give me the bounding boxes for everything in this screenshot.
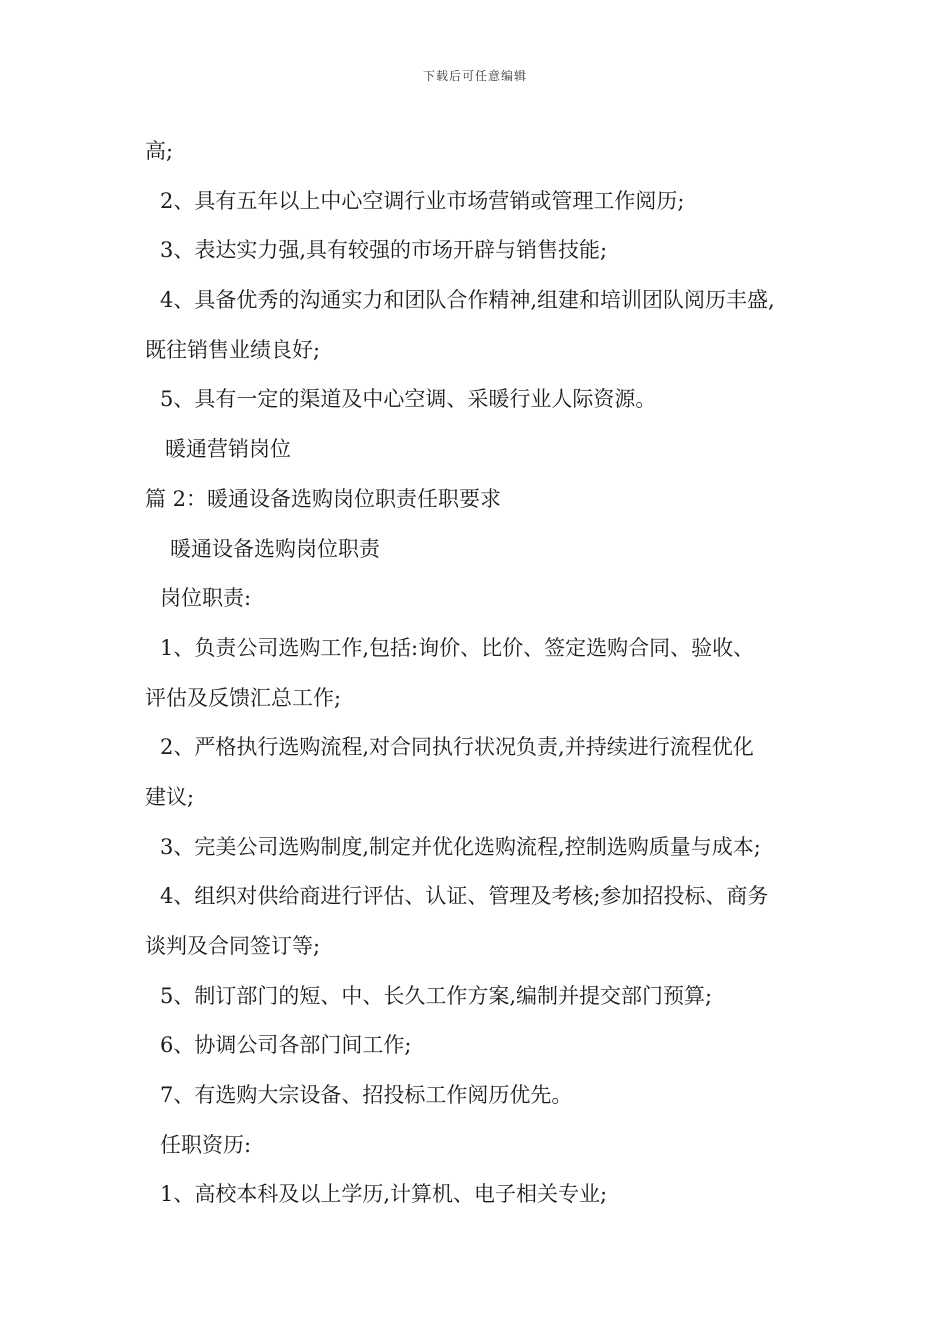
text-line: 1、负责公司选购工作,包括:询价、比价、签定选购合同、验收、: [160, 635, 755, 660]
text-line: 篇 2：暖通设备选购岗位职责任职要求: [145, 486, 502, 511]
text-line: 2、严格执行选购流程,对合同执行状况负责,并持续进行流程优化: [160, 735, 754, 760]
text-line: 6、协调公司各部门间工作;: [160, 1033, 412, 1058]
text-line: 谈判及合同签订等;: [145, 934, 321, 958]
text-line: 2、具有五年以上中心空调行业市场营销或管理工作阅历;: [160, 188, 685, 213]
text-line: 暖通设备选购岗位职责: [170, 536, 380, 561]
text-line: 3、完美公司选购制度,制定并优化选购流程,控制选购质量与成本;: [160, 834, 761, 859]
document-body: [145, 136, 825, 1229]
text-line: 任职资历:: [160, 1132, 252, 1157]
text-line: 1、高校本科及以上学历,计算机、电子相关专业;: [160, 1182, 608, 1207]
text-line: 高;: [145, 139, 174, 163]
text-line: 5、具有一定的渠道及中心空调、采暖行业人际资源。: [160, 387, 657, 412]
text-line: 暖通营销岗位: [165, 437, 291, 462]
text-line: 4、具备优秀的沟通实力和团队合作精神,组建和培训团队阅历丰盛,: [160, 288, 775, 313]
text-line: 5、制订部门的短、中、长久工作方案,编制并提交部门预算;: [160, 983, 713, 1008]
text-line: 建议;: [145, 784, 195, 809]
text-line: 岗位职责:: [160, 586, 252, 611]
text-line: 既往销售业绩良好;: [145, 337, 321, 362]
page-header-note: 下载后可任意编辑: [422, 69, 527, 83]
text-line: 评估及反馈汇总工作;: [145, 685, 342, 710]
text-line: 3、表达实力强,具有较强的市场开辟与销售技能;: [160, 238, 608, 263]
text-line: 4、组织对供给商进行评估、认证、管理及考核;参加招投标、商务: [160, 884, 769, 909]
text-line: 7、有选购大宗设备、招投标工作阅历优先。: [160, 1083, 573, 1108]
